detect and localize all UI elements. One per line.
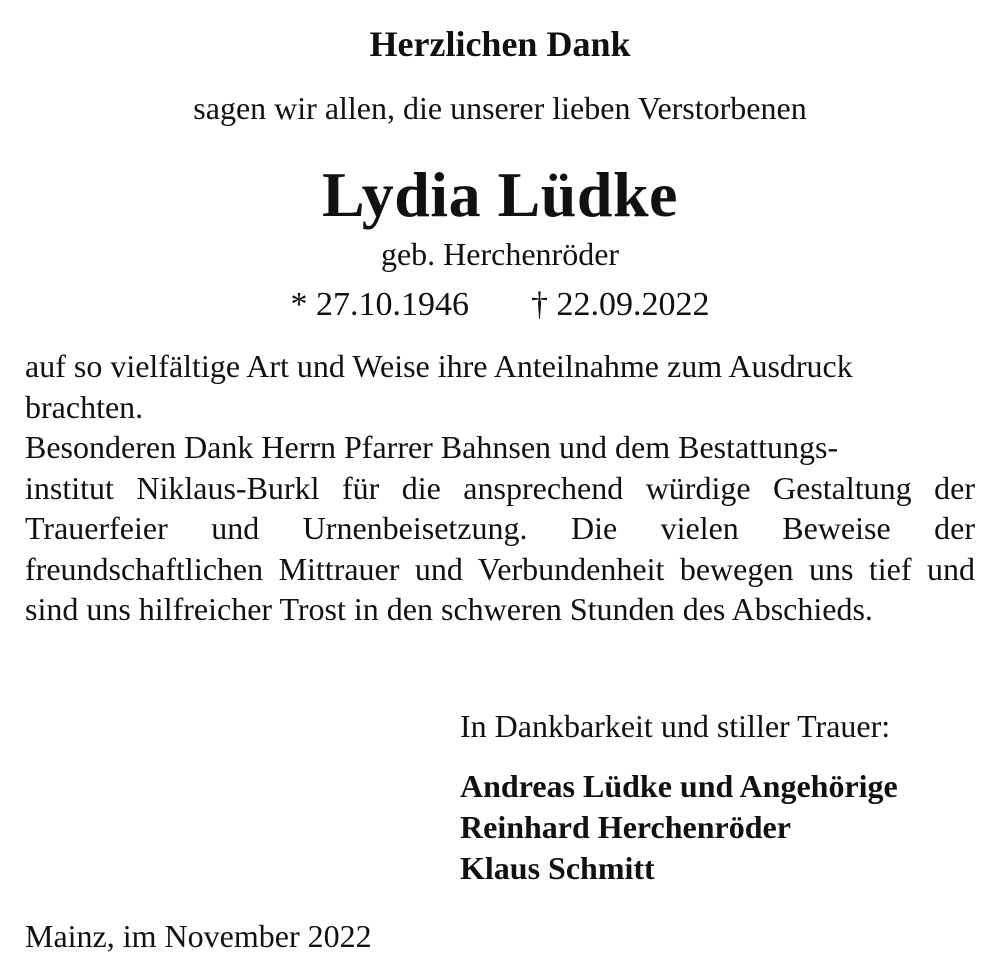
notice-title: Herzlichen Dank [369,24,631,64]
maiden-name: geb. Herchenröder [380,236,620,272]
deceased-name: Lydia Lüdke [322,159,678,230]
body-paragraph-1: auf so vielfältige Art und Weise ihre Anteilnahme zum Ausdruck brachten. [25,348,853,425]
closing-line: In Dankbarkeit und stiller Trauer: [460,708,891,744]
place-and-date: Mainz, im November 2022 [25,918,372,954]
signer: Reinhard Herchenröder [460,809,791,845]
signers-list [460,766,898,889]
life-dates [0,283,1000,327]
signer: Klaus Schmitt [460,850,655,886]
intro-line: sagen wir allen, die unserer lieben Verstorbenen [193,90,807,126]
death-date: † 22.09.2022 [531,286,710,323]
notice-body [25,346,975,630]
birth-date: * 27.10.1946 [290,286,469,323]
signer: Andreas Lüdke und Angehörige [460,768,898,804]
body-paragraph-2: Besonderen Dank Herrn Pfarrer Bahnsen und dem Bestattungs- institut Niklaus-Burkl für die ansprechend würdige Gestaltung der Trauerfeier und Urnenbeisetzung. Die vielen Beweise der freundschaftlichen Mittrauer und Verbundenheit bewegen uns tief und sind uns hilfreicher Trost in den schweren Stunden des Abschieds. [25,429,975,627]
